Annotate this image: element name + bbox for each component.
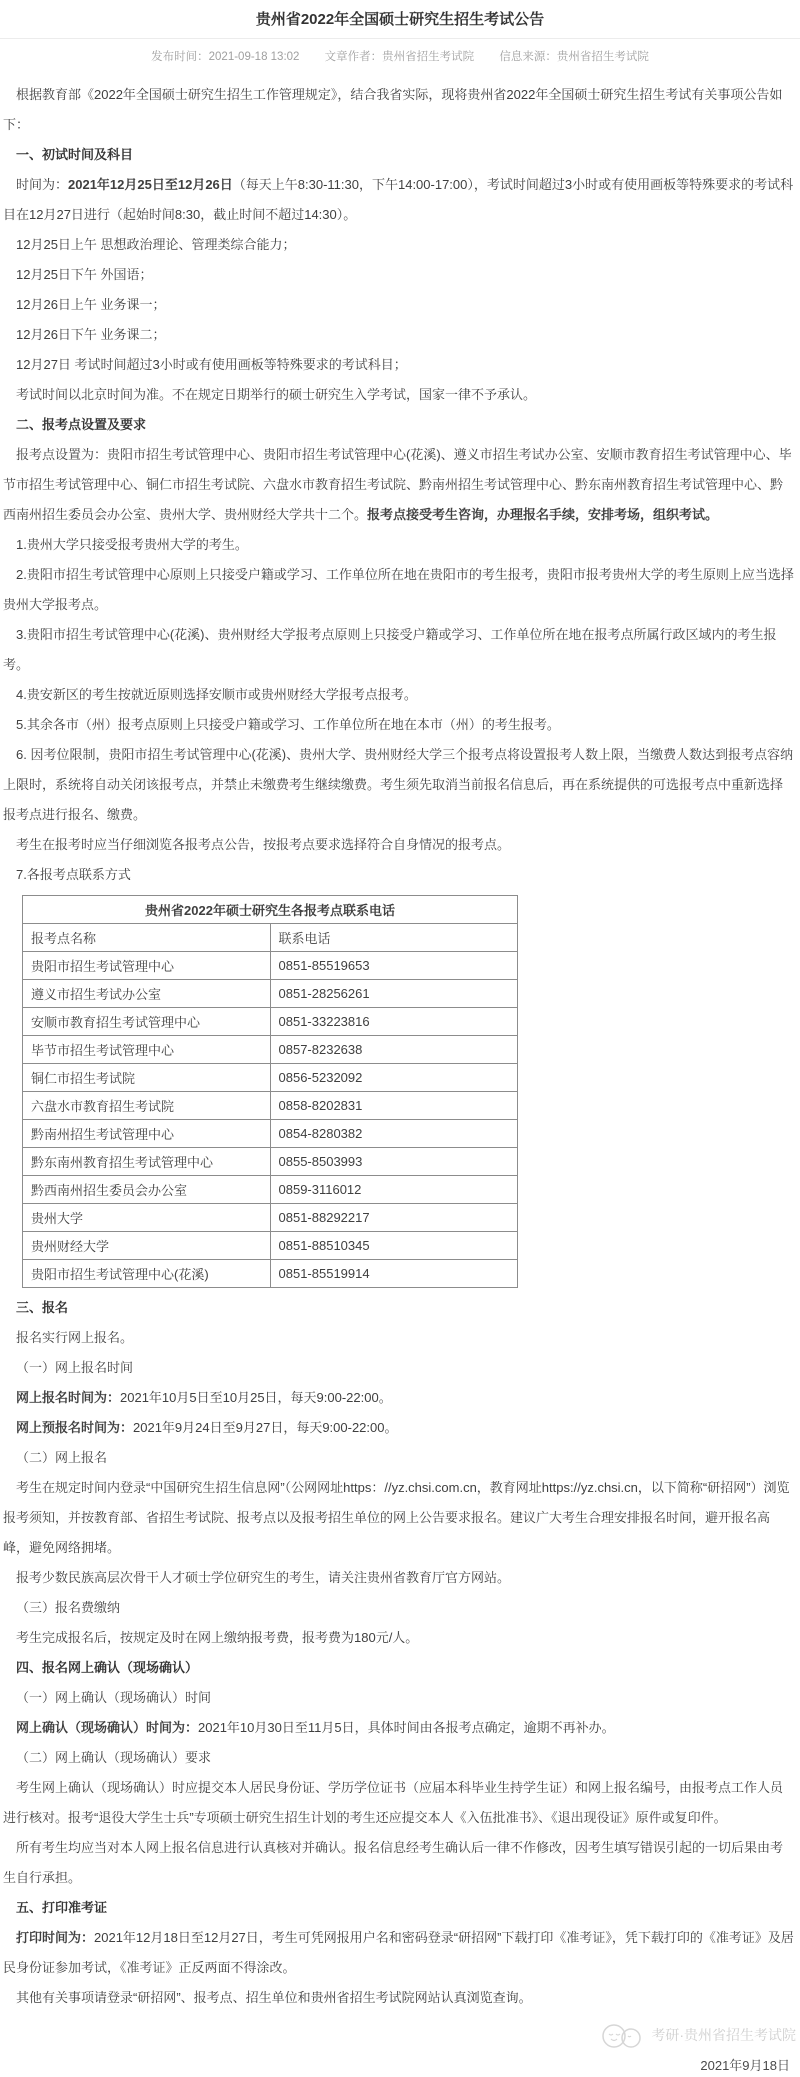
- paragraph-text: 2.贵阳市招生考试管理中心原则上只接受户籍或学习、工作单位所在地在贵阳市的考生报考，贵阳市报考贵州大学的考生原则上应当选择贵州大学报考点。: [3, 567, 794, 612]
- paragraph-text: 3.贵阳市招生考试管理中心(花溪)、贵州财经大学报考点原则上只接受户籍或学习、工作单位所在地在报考点所属行政区域内的考生报考。: [3, 627, 777, 672]
- paragraph: [3, 560, 794, 620]
- publish-date: 2021年9月18日: [700, 2058, 790, 2073]
- paragraph-bold-text: 网上预报名时间为：: [16, 1420, 134, 1435]
- paragraph: [3, 1623, 794, 1653]
- paragraph-bold-text: 2021年12月25日至12月26日: [68, 177, 233, 192]
- paragraph-text: 考生在报考时应当仔细浏览各报考点公告，按报考点要求选择符合自身情况的报考点。: [16, 837, 511, 852]
- paragraph-text: 12月25日上午 思想政治理论、管理类综合能力；: [16, 237, 296, 252]
- table-header-row: [23, 924, 518, 952]
- paragraph: [3, 530, 794, 560]
- table-title-row: [23, 896, 518, 924]
- paragraph-text: 5.其余各市（州）报考点原则上只接受户籍或学习、工作单位所在地在本市（州）的考生报考。: [16, 717, 560, 732]
- paragraph: [3, 1473, 794, 1563]
- paragraph: [3, 1323, 794, 1353]
- table-row: [23, 1148, 518, 1176]
- paragraph: [3, 1713, 794, 1743]
- article-author: 文章作者：贵州省招生考试院: [324, 51, 475, 63]
- paragraph-bold-text: 网上报名时间为：: [16, 1390, 121, 1405]
- paragraph: [3, 350, 794, 380]
- paragraph: [3, 320, 794, 350]
- paragraph: [3, 1443, 794, 1473]
- watermark: [0, 2015, 800, 2055]
- paragraph: [3, 1743, 794, 1773]
- paragraph-text: 12月26日下午 业务课二；: [16, 327, 166, 342]
- paragraph-bold-text: 网上确认（现场确认）时间为：: [16, 1720, 199, 1735]
- paragraph-text: 2021年10月30日至11月5日，具体时间由各报考点确定，逾期不再补办。: [198, 1720, 615, 1735]
- phone-cell: 0859-3116012: [270, 1176, 518, 1204]
- publish-time: 发布时间：2021-09-18 13:02: [151, 51, 300, 63]
- paragraph-text: 2021年10月5日至10月25日，每天9:00-22:00。: [120, 1390, 392, 1405]
- phone-cell: 0851-33223816: [270, 1008, 518, 1036]
- paragraph-text: 2021年12月18日至12月27日，考生可凭网报用户名和密码登录“研招网”下载打印《准考证》，凭下载打印的《准考证》及居民身份证参加考试，《准考证》正反两面不得涂改。: [3, 1930, 794, 1975]
- paragraph: [3, 860, 794, 890]
- paragraph-text: 7.各报考点联系方式: [16, 867, 131, 882]
- table-row: [23, 1064, 518, 1092]
- paragraph: [3, 290, 794, 320]
- paragraph-text: 所有考生均应当对本人网上报名信息进行认真核对并确认。报名信息经考生确认后一律不作修改，因考生填写错误引起的一切后果由考生自行承担。: [3, 1840, 784, 1885]
- paragraph-text: 其他有关事项请登录“研招网”、报考点、招生单位和贵州省招生考试院网站认真浏览查询。: [16, 1990, 532, 2005]
- paragraph-text: 6. 因考位限制，贵阳市招生考试管理中心(花溪)、贵州大学、贵州财经大学三个报考点将设置报考人数上限，当缴费人数达到报考点容纳上限时，系统将自动关闭该报考点，并禁止未缴费考生继续缴费。考生须先取消当前报名信息后，再在系统提供的可选报考点中重新选择报考点进行报名、缴费。: [3, 747, 794, 822]
- paragraph-text: 考试时间以北京时间为准。不在规定日期举行的硕士研究生入学考试，国家一律不予承认。: [16, 387, 537, 402]
- column-header: 报考点名称: [23, 924, 271, 952]
- paragraph-text: 时间为：: [16, 177, 69, 192]
- paragraph-text: （二）网上报名: [16, 1450, 108, 1465]
- phone-cell: 0851-85519914: [270, 1260, 518, 1288]
- site-name-cell: 黔南州招生考试管理中心: [23, 1120, 271, 1148]
- paragraph-text: （二）网上确认（现场确认）要求: [16, 1750, 212, 1765]
- section-heading: 五、打印准考证: [16, 1900, 108, 1915]
- table-title: 贵州省2022年硕士研究生各报考点联系电话: [23, 896, 518, 924]
- paragraph-text: 报考点设置为：贵阳市招生考试管理中心、贵阳市招生考试管理中心(花溪)、遵义市招生考试办公室、安顺市教育招生考试管理中心、毕节市招生考试管理中心、铜仁市招生考试院、六盘水市教育招生考试院、黔南州招生考试管理中心、黔东南州教育招生考试管理中心、黔西南州招生委员会办公室、贵州大学、贵州财经大学共十二个。: [3, 447, 792, 522]
- paragraph: [3, 1833, 794, 1893]
- paragraph: [3, 1773, 794, 1833]
- phone-cell: 0858-8202831: [270, 1092, 518, 1120]
- phone-cell: 0851-88292217: [270, 1204, 518, 1232]
- paragraph: [3, 710, 794, 740]
- paragraph: [3, 1353, 794, 1383]
- paragraph-text: 2021年9月24日至9月27日，每天9:00-22:00。: [133, 1420, 398, 1435]
- paragraph-text: 考生在规定时间内登录“中国研究生招生信息网”（公网网址https：//yz.chsi.com.cn，教育网址https://yz.chsi.cn，以下简称“研招网”）浏览报考须知，并按教育部、省招生考试院、报考点以及报考招生单位的网上公告要求报名。建议广大考生合理安排报名时间，避开报名高峰，避免网络拥堵。: [3, 1480, 790, 1555]
- section-heading: 三、报名: [16, 1300, 69, 1315]
- paragraph: [3, 1383, 794, 1413]
- paragraph: [3, 170, 794, 230]
- paragraph-text: 12月25日下午 外国语；: [16, 267, 153, 282]
- paragraph: [3, 830, 794, 860]
- table-row: [23, 1176, 518, 1204]
- paragraph: [3, 380, 794, 410]
- paragraph-text: 报名实行网上报名。: [16, 1330, 134, 1345]
- paragraph: [3, 1563, 794, 1593]
- paragraph-text: 4.贵安新区的考生按就近原则选择安顺市或贵州财经大学报考点报考。: [16, 687, 417, 702]
- table-row: [23, 1232, 518, 1260]
- phone-cell: 0851-28256261: [270, 980, 518, 1008]
- watermark-text: 考研·贵州省招生考试院: [651, 2027, 796, 2043]
- site-name-cell: 毕节市招生考试管理中心: [23, 1036, 271, 1064]
- paragraph-bold-text: 打印时间为：: [16, 1930, 95, 1945]
- phone-cell: 0857-8232638: [270, 1036, 518, 1064]
- paragraph-text: （每天上午8:30-11:30，下午14:00-17:00），考试时间超过3小时或有使用画板等特殊要求的考试科目在12月27日进行（起始时间8:30，截止时间不超过14:30）。: [3, 177, 794, 222]
- paragraph: [3, 680, 794, 710]
- phone-cell: 0855-8503993: [270, 1148, 518, 1176]
- site-name-cell: 遵义市招生考试办公室: [23, 980, 271, 1008]
- contact-phone-table: [22, 895, 518, 1288]
- table-row: [23, 980, 518, 1008]
- paragraph-text: 考生完成报名后，按规定及时在网上缴纳报考费，报考费为180元/人。: [16, 1630, 419, 1645]
- table-row: [23, 1008, 518, 1036]
- site-name-cell: 黔西南州招生委员会办公室: [23, 1176, 271, 1204]
- paragraph-text: 12月27日 考试时间超过3小时或有使用画板等特殊要求的考试科目；: [16, 357, 407, 372]
- paragraph: [3, 620, 794, 680]
- paragraph-text: 12月26日上午 业务课一；: [16, 297, 166, 312]
- section-heading: 二、报考点设置及要求: [16, 417, 147, 432]
- paragraph: [3, 1983, 794, 2013]
- site-name-cell: 贵阳市招生考试管理中心: [23, 952, 271, 980]
- article-meta-bar: [0, 38, 800, 74]
- paragraph: [3, 1923, 794, 1983]
- site-name-cell: 贵阳市招生考试管理中心(花溪): [23, 1260, 271, 1288]
- site-name-cell: 贵州财经大学: [23, 1232, 271, 1260]
- info-source: 信息来源：贵州省招生考试院: [499, 51, 649, 63]
- paragraph: [3, 740, 794, 830]
- table-row: [23, 952, 518, 980]
- section-heading: 四、报名网上确认（现场确认）: [16, 1660, 199, 1675]
- paragraph-text: （三）报名费缴纳: [16, 1600, 121, 1615]
- phone-cell: 0854-8280382: [270, 1120, 518, 1148]
- paragraph-text: 根据教育部《2022年全国硕士研究生招生工作管理规定》，结合我省实际，现将贵州省2022年全国硕士研究生招生考试有关事项公告如下：: [3, 87, 783, 132]
- paragraph: [3, 1593, 794, 1623]
- smiley-faces-icon: [601, 2023, 645, 2049]
- site-name-cell: 六盘水市教育招生考试院: [23, 1092, 271, 1120]
- site-name-cell: 黔东南州教育招生考试管理中心: [23, 1148, 271, 1176]
- paragraph: [3, 80, 794, 140]
- paragraph: [3, 440, 794, 530]
- paragraph-text: （一）网上确认（现场确认）时间: [16, 1690, 212, 1705]
- paragraph-text: 报考少数民族高层次骨干人才硕士学位研究生的考生，请关注贵州省教育厅官方网站。: [16, 1570, 511, 1585]
- article-body: [0, 74, 800, 2013]
- column-header: 联系电话: [270, 924, 518, 952]
- site-name-cell: 贵州大学: [23, 1204, 271, 1232]
- table-row: [23, 1092, 518, 1120]
- paragraph-text: 考生网上确认（现场确认）时应提交本人居民身份证、学历学位证书（应届本科毕业生持学生证）和网上报名编号，由报考点工作人员进行核对。报考“退役大学生士兵”专项硕士研究生招生计划的考生还应提交本人《入伍批准书》、《退出现役证》原件或复印件。: [3, 1780, 784, 1825]
- table-row: [23, 1260, 518, 1288]
- article-footer: [0, 2015, 800, 2077]
- page-title: 贵州省2022年全国硕士研究生招生考试公告: [255, 11, 545, 28]
- section-heading: 一、初试时间及科目: [16, 147, 134, 162]
- paragraph: [3, 1683, 794, 1713]
- site-name-cell: 安顺市教育招生考试管理中心: [23, 1008, 271, 1036]
- phone-cell: 0851-85519653: [270, 952, 518, 980]
- table-row: [23, 1120, 518, 1148]
- table-row: [23, 1036, 518, 1064]
- paragraph: [3, 1413, 794, 1443]
- table-row: [23, 1204, 518, 1232]
- phone-cell: 0851-88510345: [270, 1232, 518, 1260]
- paragraph-bold-text: 报考点接受考生咨询，办理报名手续，安排考场，组织考试。: [367, 507, 719, 522]
- paragraph: [3, 260, 794, 290]
- paragraph-text: （一）网上报名时间: [16, 1360, 134, 1375]
- site-name-cell: 铜仁市招生考试院: [23, 1064, 271, 1092]
- phone-cell: 0856-5232092: [270, 1064, 518, 1092]
- paragraph: [3, 230, 794, 260]
- paragraph-text: 1.贵州大学只接受报考贵州大学的考生。: [16, 537, 248, 552]
